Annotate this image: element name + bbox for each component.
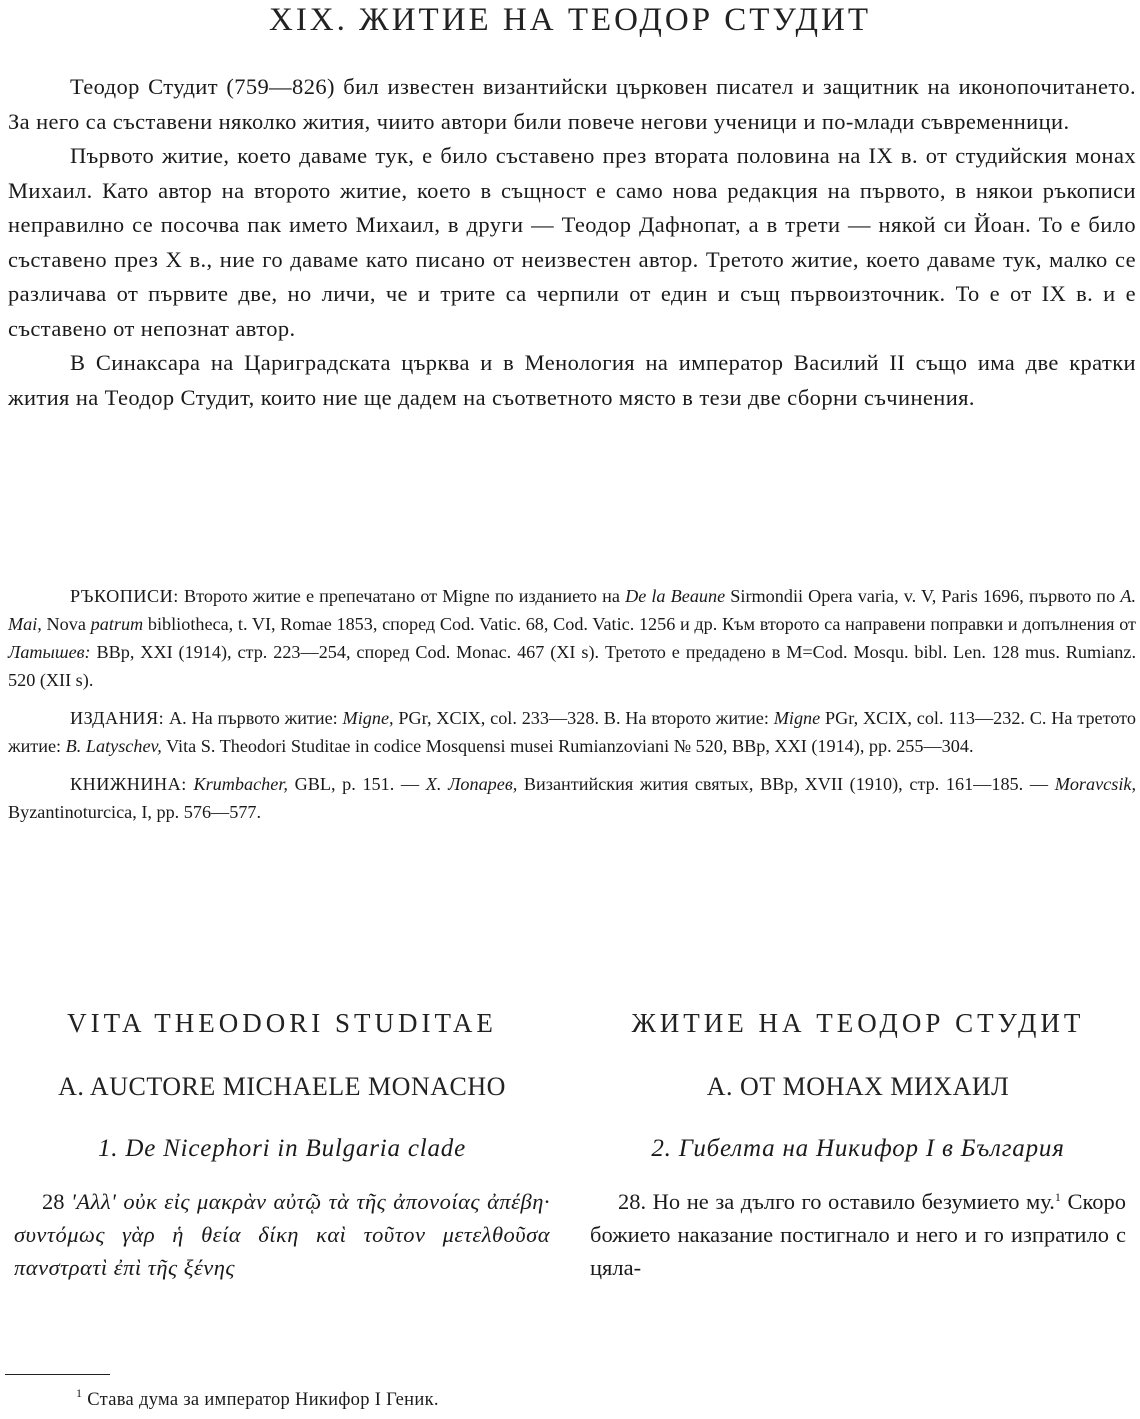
author-name: B. Latyschev, [65,736,162,756]
author-name: Латышев: [8,642,91,662]
latin-subheading: A. AUCTORE MICHAELE MONACHO [58,1072,506,1101]
editions-label: ИЗДАНИЯ: [70,708,165,728]
literature-entry [8,770,1136,826]
bulgarian-heading: ЖИТИЕ НА ТЕОДОР СТУДИТ [631,1008,1085,1038]
footnote-divider [5,1374,110,1375]
manuscripts-text: bibliotheca, t. VI, Romae 1853, според Cod. Vatic. 68, Cod. Vatic. 1256 и др. Към второто са направени поправки и допълнения от [143,614,1137,634]
literature-text: GBL, p. 151. — [287,774,426,794]
translation-text: 28. Но не за дълго го оставило безумието му. [618,1189,1055,1214]
bulgarian-text-column [590,1185,1126,1284]
chapter-title: XIX. ЖИТИЕ НА ТЕОДОР СТУДИТ [268,2,871,38]
manuscripts-label: РЪКОПИСИ: [70,586,179,606]
title-word: patrum [90,614,144,634]
author-name: X. Лопарев, [425,774,518,794]
literature-label: КНИЖНИНА: [70,774,187,794]
footnote-reference[interactable]: 1 [1054,1190,1061,1204]
manuscripts-text: BBp, XXI (1914), стр. 223—254, според Cod. Monac. 467 (XI s). Третото е предадено в M=Cod. Mosqu. bibl. Len. 128 mus. Rumianz. 520 (XII s). [8,642,1136,690]
editions-text: PGr, XCIX, col. 233—328. B. На второто житие: [393,708,774,728]
editions-entry [8,704,1136,760]
author-name: Migne [773,708,821,728]
paragraph-number: 28 [42,1189,65,1214]
editions-text: Vita S. Theodori Studitae in codice Mosquensi musei Rumianzoviani № 520, BBp, XXI (1914), pp. 255—304. [161,736,974,756]
bulgarian-subheading: A. ОТ МОНАХ МИХАИЛ [706,1072,1010,1101]
author-name: Moravcsik, [1054,774,1136,794]
author-name: A. Mai, [8,586,1137,634]
manuscripts-text: Nova [41,614,91,634]
latin-heading: VITA THEODORI STUDITAE [67,1008,497,1038]
author-name: De la Beaune [625,586,726,606]
editions-text: A. На първото житие: [164,708,343,728]
literature-text: Byzantinoturcica, I, pp. 576—577. [8,802,262,822]
introduction [8,70,1136,415]
footnote-text: Става дума за император Никифор I Геник. [82,1390,439,1410]
author-name: Migne, [342,708,394,728]
latin-section-title: 1. De Nicephori in Bulgaria clade [97,1135,466,1162]
bibliography [8,582,1136,836]
footnote [76,1386,439,1411]
author-name: Krumbacher, [193,774,288,794]
bulgarian-paragraph [590,1185,1126,1284]
translation-text: Скоро божието наказание постигнало и него и го изпратило с цяла- [590,1189,1126,1280]
manuscripts-text: Sirmondii Opera varia, v. V, Paris 1696, първото по [725,586,1121,606]
greek-text-column [14,1185,550,1284]
editions-text: PGr, XCIX, col. 113—232. C. На третото житие: [8,708,1136,756]
intro-paragraph: Първото житие, което даваме тук, е било съставено през втората половина на IX в. от студийския монах Михаил. Като автор на второто житие, което в същност е само нова редакция на първото, в някои ръкописи неправилно се посочва пак името Михаил, в други — Теодор Дафнопат, а в трети — някой си Йоан. То е било съставено през X в., ние го даваме като писано от неизвестен автор. Третото житие, което даваме тук, малко се различава от първите две, но личи, че и трите са черпили от един и същ първоизточник. То е от IX в. и е съставено от непознат автор. [8,143,1136,341]
bulgarian-section-title: 2. Гибелта на Никифор I в България [651,1135,1065,1162]
greek-text: 'Αλλ' οὐκ εἰς μακρὰν αὐτῷ τὰ τῆς ἀπονοίας ἀπέβη· συντόμως γὰρ ἡ θεία δίκη καὶ τοῦτον μετελθοῦσα πανστρατὶ ἐπὶ τῆς ξένης [14,1189,551,1280]
greek-paragraph [14,1185,550,1284]
intro-paragraph: Теодор Студит (759—826) бил известен византийски църковен писател и защитник на иконопочитането. За него са съставени няколко жития, чиито автори били повече негови ученици и по-млади съвременници. [8,74,1136,134]
literature-text: Византийския жития святых, BBp, XVII (1910), стр. 161—185. — [517,774,1055,794]
intro-paragraph: В Синаксара на Цариградската църква и в Менология на император Василий II също има две кратки жития на Теодор Студит, които ние ще дадем на съответното място в тези две сборни съчинения. [8,350,1136,410]
footnote-marker: 1 [76,1386,83,1400]
manuscripts-text: Второто житие е препечатано от Migne по изданието на [183,586,626,606]
manuscripts-entry [8,582,1136,694]
